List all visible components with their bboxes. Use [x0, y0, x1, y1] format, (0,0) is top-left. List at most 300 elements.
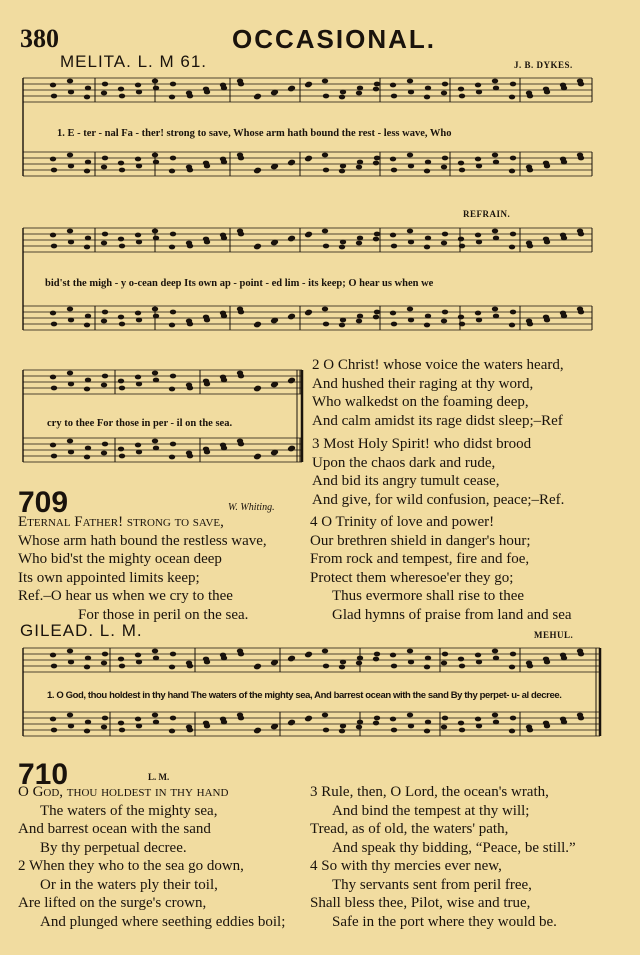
- note-head: [84, 95, 90, 100]
- note-head: [119, 454, 125, 459]
- note-head: [187, 322, 193, 327]
- note-head: [339, 323, 345, 328]
- note-head: [391, 322, 397, 327]
- note-head: [101, 241, 107, 246]
- note-head: [425, 314, 431, 319]
- note-head: [136, 660, 142, 665]
- verse-line: And calm amidst its rage didst sleep;–Ref: [312, 412, 563, 429]
- note-head: [204, 318, 210, 323]
- note-head: [101, 319, 107, 324]
- note-head: [170, 156, 176, 161]
- note-head: [459, 244, 465, 249]
- note-head: [68, 660, 74, 665]
- note-head: [475, 157, 481, 162]
- verse-709-1: [18, 513, 267, 625]
- note-head: [493, 160, 499, 165]
- note-head: [510, 232, 516, 237]
- note-head: [272, 90, 278, 95]
- note-head: [493, 86, 499, 91]
- note-head: [255, 386, 261, 391]
- note-head: [323, 94, 329, 99]
- note-head: [407, 153, 413, 158]
- note-head: [51, 664, 57, 669]
- verse-line: 3 Rule, then, O Lord, the ocean's wrath,: [310, 784, 549, 800]
- note-head: [102, 156, 108, 161]
- note-head: [544, 724, 550, 729]
- note-head: [101, 383, 107, 388]
- note-head: [289, 86, 295, 91]
- note-head: [153, 720, 159, 725]
- verse-line: Upon the chaos dark and rude,: [312, 454, 496, 471]
- note-head: [135, 653, 141, 658]
- note-head: [238, 716, 244, 721]
- composer-mehul: MEHUL.: [534, 630, 574, 640]
- note-head: [458, 87, 464, 92]
- note-head: [238, 232, 244, 237]
- note-head: [374, 156, 380, 161]
- note-head: [84, 169, 90, 174]
- lyric-line-2: bid'st the migh - y o-cean deep Its own ap - point - ed lim - its keep; O hear us when we: [45, 278, 434, 289]
- note-head: [458, 315, 464, 320]
- note-head: [102, 442, 108, 447]
- note-head: [527, 168, 533, 173]
- refrain-label: REFRAIN.: [463, 209, 511, 219]
- note-head: [322, 307, 328, 312]
- tune-name-melita: MELITA. L. M 61.: [60, 52, 208, 71]
- note-head: [561, 720, 567, 725]
- note-head: [51, 386, 57, 391]
- page-number: 380: [20, 24, 59, 53]
- note-head: [459, 94, 465, 99]
- note-head: [356, 165, 362, 170]
- note-head: [50, 717, 56, 722]
- note-head: [373, 237, 379, 242]
- note-head: [306, 82, 312, 87]
- note-head: [187, 168, 193, 173]
- note-head: [102, 82, 108, 87]
- note-head: [68, 164, 74, 169]
- note-head: [255, 728, 261, 733]
- note-head: [102, 232, 108, 237]
- note-head: [339, 665, 345, 670]
- note-head: [118, 87, 124, 92]
- note-head: [356, 91, 362, 96]
- note-head: [475, 233, 481, 238]
- note-head: [119, 168, 125, 173]
- note-head: [441, 165, 447, 170]
- note-head: [135, 717, 141, 722]
- note-head: [136, 90, 142, 95]
- note-head: [476, 90, 482, 95]
- verse-line: Eternal Father! strong to save,: [18, 514, 224, 530]
- note-head: [408, 240, 414, 245]
- note-head: [85, 656, 91, 661]
- hymn-number-710: 710: [18, 758, 69, 791]
- verse-line: And bid its angry tumult cease,: [312, 473, 500, 490]
- note-head: [492, 713, 498, 718]
- note-head: [152, 79, 158, 84]
- note-head: [373, 315, 379, 320]
- note-head: [390, 717, 396, 722]
- note-head: [67, 307, 73, 312]
- note-head: [373, 721, 379, 726]
- note-head: [187, 386, 193, 391]
- note-head: [390, 157, 396, 162]
- lyric-line-710: 1. O God, thou holdest in thy hand The waters of the mighty sea, And barrest ocean with the sand By thy perpet- u- al decree.: [47, 690, 562, 701]
- note-head: [204, 90, 210, 95]
- note-head: [323, 728, 329, 733]
- note-head: [119, 322, 125, 327]
- note-head: [340, 164, 346, 169]
- note-head: [238, 82, 244, 87]
- note-head: [476, 164, 482, 169]
- note-head: [374, 652, 380, 657]
- note-head: [578, 232, 584, 237]
- note-head: [408, 318, 414, 323]
- note-head: [492, 307, 498, 312]
- note-head: [152, 307, 158, 312]
- note-head: [357, 236, 363, 241]
- note-head: [153, 236, 159, 241]
- note-head: [475, 717, 481, 722]
- verse-line: And barrest ocean with the sand: [18, 821, 211, 838]
- note-head: [476, 724, 482, 729]
- note-head: [119, 664, 125, 669]
- note-head: [221, 86, 227, 91]
- note-head: [373, 657, 379, 662]
- note-head: [442, 232, 448, 237]
- note-head: [424, 729, 430, 734]
- note-head: [561, 236, 567, 241]
- note-head: [136, 240, 142, 245]
- note-head: [136, 382, 142, 387]
- note-head: [135, 233, 141, 238]
- note-head: [578, 310, 584, 315]
- note-head: [50, 443, 56, 448]
- note-head: [373, 161, 379, 166]
- note-head: [374, 82, 380, 87]
- verse-line: From rock and tempest, fire and foe,: [310, 551, 530, 568]
- verse-line: Protect them wheresoe'er they go;: [310, 569, 514, 586]
- note-head: [441, 91, 447, 96]
- note-head: [255, 664, 261, 669]
- note-head: [493, 720, 499, 725]
- verse-line: Shall bless thee, Pilot, wise and true,: [310, 895, 531, 912]
- verse-line: O God, thou holdest in thy hand: [18, 784, 229, 800]
- note-head: [136, 318, 142, 323]
- note-head: [255, 94, 261, 99]
- note-head: [509, 245, 515, 250]
- note-head: [50, 653, 56, 658]
- note-head: [136, 450, 142, 455]
- note-head: [238, 310, 244, 315]
- note-head: [272, 660, 278, 665]
- verse-line: Thus evermore shall rise to thee: [332, 588, 525, 605]
- note-head: [441, 319, 447, 324]
- verse-710-1: [18, 783, 228, 857]
- verse-709-2: [312, 356, 564, 430]
- note-head: [561, 86, 567, 91]
- verse-line: And plunged where seething eddies boil;: [40, 913, 286, 930]
- note-head: [390, 83, 396, 88]
- verse-710-2: [18, 857, 285, 931]
- note-head: [153, 160, 159, 165]
- note-head: [118, 237, 124, 242]
- note-head: [391, 664, 397, 669]
- note-head: [357, 656, 363, 661]
- verse-line: And bind the tempest at thy will;: [332, 802, 530, 819]
- note-head: [102, 652, 108, 657]
- note-head: [509, 665, 515, 670]
- note-head: [221, 720, 227, 725]
- note-head: [340, 90, 346, 95]
- note-head: [84, 323, 90, 328]
- note-head: [527, 94, 533, 99]
- note-head: [152, 153, 158, 158]
- note-head: [187, 664, 193, 669]
- note-head: [391, 168, 397, 173]
- note-head: [390, 233, 396, 238]
- verse-709-4: [310, 513, 572, 625]
- note-head: [170, 310, 176, 315]
- note-head: [424, 323, 430, 328]
- note-head: [238, 652, 244, 657]
- note-head: [306, 232, 312, 237]
- verse-line: 3 Most Holy Spirit! who didst brood: [312, 436, 532, 452]
- note-head: [578, 652, 584, 657]
- note-head: [475, 83, 481, 88]
- note-head: [169, 387, 175, 392]
- note-head: [442, 82, 448, 87]
- verse-line: Our brethren shield in danger's hour;: [310, 532, 531, 549]
- note-head: [135, 311, 141, 316]
- note-head: [544, 318, 550, 323]
- note-head: [441, 661, 447, 666]
- note-head: [425, 720, 431, 725]
- note-head: [493, 656, 499, 661]
- note-head: [51, 454, 57, 459]
- note-head: [68, 382, 74, 387]
- note-head: [135, 157, 141, 162]
- verse-line: The waters of the mighty sea,: [40, 802, 218, 819]
- note-head: [459, 322, 465, 327]
- note-head: [67, 79, 73, 84]
- note-head: [492, 79, 498, 84]
- note-head: [322, 713, 328, 718]
- note-head: [289, 378, 295, 383]
- note-head: [339, 95, 345, 100]
- note-head: [170, 374, 176, 379]
- note-head: [544, 90, 550, 95]
- note-head: [67, 229, 73, 234]
- verse-line: And give, for wild confusion, peace;–Ref.: [312, 491, 565, 508]
- note-head: [221, 446, 227, 451]
- note-head: [67, 439, 73, 444]
- note-head: [459, 168, 465, 173]
- note-head: [221, 314, 227, 319]
- note-head: [391, 94, 397, 99]
- note-head: [255, 322, 261, 327]
- note-head: [509, 95, 515, 100]
- note-head: [356, 319, 362, 324]
- verse-line: For those in peril on the sea.: [78, 606, 249, 623]
- note-head: [152, 439, 158, 444]
- note-head: [119, 728, 125, 733]
- note-head: [50, 157, 56, 162]
- note-head: [51, 168, 57, 173]
- note-head: [407, 649, 413, 654]
- note-head: [458, 721, 464, 726]
- note-head: [357, 86, 363, 91]
- note-head: [442, 156, 448, 161]
- note-head: [527, 244, 533, 249]
- note-head: [221, 378, 227, 383]
- verse-710-4: [310, 857, 557, 931]
- note-head: [153, 314, 159, 319]
- note-head: [118, 721, 124, 726]
- note-head: [187, 94, 193, 99]
- note-head: [238, 442, 244, 447]
- note-head: [204, 724, 210, 729]
- note-head: [492, 153, 498, 158]
- note-head: [510, 82, 516, 87]
- verse-line: 2 When they who to the sea go down,: [18, 858, 244, 874]
- verse-line: Who walkedst on the foaming deep,: [312, 394, 529, 411]
- note-head: [544, 660, 550, 665]
- note-head: [50, 311, 56, 316]
- lyric-line-1: 1. E - ter - nal Fa - ther! strong to save, Whose arm hath bound the rest - less wave, Who: [57, 128, 452, 139]
- note-head: [85, 160, 91, 165]
- verse-line: 4 So with thy mercies ever new,: [310, 858, 502, 874]
- note-head: [340, 724, 346, 729]
- note-head: [306, 310, 312, 315]
- note-head: [425, 160, 431, 165]
- note-head: [578, 82, 584, 87]
- note-head: [204, 240, 210, 245]
- note-head: [102, 374, 108, 379]
- note-head: [84, 729, 90, 734]
- note-head: [68, 90, 74, 95]
- note-head: [458, 237, 464, 242]
- note-head: [272, 450, 278, 455]
- note-head: [187, 244, 193, 249]
- note-head: [424, 665, 430, 670]
- note-head: [272, 240, 278, 245]
- note-head: [101, 451, 107, 456]
- note-head: [153, 86, 159, 91]
- note-head: [170, 232, 176, 237]
- note-head: [118, 447, 124, 452]
- verse-709-3: [312, 435, 564, 509]
- note-head: [289, 720, 295, 725]
- note-head: [51, 322, 57, 327]
- note-head: [169, 455, 175, 460]
- note-head: [50, 375, 56, 380]
- note-head: [408, 724, 414, 729]
- hymn-meter: L. M.: [148, 772, 170, 782]
- note-head: [204, 660, 210, 665]
- note-head: [493, 236, 499, 241]
- note-head: [102, 310, 108, 315]
- note-head: [289, 656, 295, 661]
- note-head: [101, 91, 107, 96]
- verse-line: Its own appointed limits keep;: [18, 569, 200, 586]
- note-head: [170, 82, 176, 87]
- verse-line: Whose arm hath bound the restless wave,: [18, 532, 267, 549]
- note-head: [459, 664, 465, 669]
- note-head: [322, 79, 328, 84]
- note-head: [187, 728, 193, 733]
- note-head: [578, 716, 584, 721]
- note-head: [374, 310, 380, 315]
- note-head: [323, 244, 329, 249]
- note-head: [459, 728, 465, 733]
- note-head: [357, 720, 363, 725]
- verse-line: Are lifted on the surge's crown,: [18, 895, 207, 912]
- note-head: [67, 371, 73, 376]
- verse-line: 2 O Christ! whose voice the waters heard,: [312, 357, 564, 373]
- hymn-author: W. Whiting.: [228, 502, 275, 513]
- note-head: [204, 164, 210, 169]
- note-head: [118, 657, 124, 662]
- note-head: [306, 156, 312, 161]
- note-head: [578, 156, 584, 161]
- note-head: [322, 649, 328, 654]
- note-head: [68, 318, 74, 323]
- note-head: [340, 660, 346, 665]
- note-head: [169, 665, 175, 670]
- note-head: [238, 374, 244, 379]
- verse-line: And speak thy bidding, “Peace, be still.”: [332, 839, 576, 856]
- tune-name-gilead: GILEAD. L. M.: [20, 621, 143, 640]
- note-head: [339, 169, 345, 174]
- note-head: [561, 314, 567, 319]
- verse-line: Who bid'st the mighty ocean deep: [18, 551, 222, 568]
- note-head: [357, 314, 363, 319]
- note-head: [68, 724, 74, 729]
- note-head: [373, 87, 379, 92]
- note-head: [67, 153, 73, 158]
- verse-line: 4 O Trinity of love and power!: [310, 514, 495, 530]
- note-head: [85, 86, 91, 91]
- note-head: [51, 728, 57, 733]
- note-head: [221, 160, 227, 165]
- note-head: [476, 660, 482, 665]
- note-head: [306, 716, 312, 721]
- note-head: [187, 454, 193, 459]
- note-head: [67, 713, 73, 718]
- note-head: [544, 240, 550, 245]
- note-head: [289, 236, 295, 241]
- section-title: OCCASIONAL.: [232, 24, 436, 54]
- note-head: [221, 236, 227, 241]
- note-head: [510, 310, 516, 315]
- verse-line: Safe in the port where they would be.: [332, 913, 557, 930]
- note-head: [356, 241, 362, 246]
- note-head: [85, 446, 91, 451]
- note-head: [169, 729, 175, 734]
- note-head: [374, 232, 380, 237]
- note-head: [85, 314, 91, 319]
- note-head: [323, 168, 329, 173]
- note-head: [527, 728, 533, 733]
- note-head: [119, 386, 125, 391]
- note-head: [101, 661, 107, 666]
- note-head: [407, 229, 413, 234]
- note-head: [84, 665, 90, 670]
- note-head: [492, 649, 498, 654]
- note-head: [425, 656, 431, 661]
